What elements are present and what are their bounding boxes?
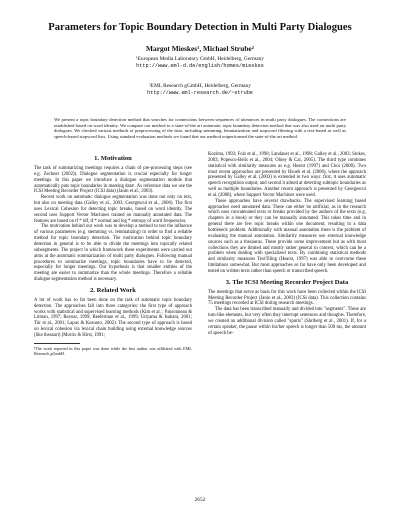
paragraph: These approaches have several drawbacks. The supervised learning based approaches need annotated data. These can either be artificial, as in the research which uses concatenated texts or breaks provided by the authors of the texts (e.g. chapters in a book) or they can be manually annotated. This takes time and in general there are few topic breaks within one document, resulting in a data bottleneck problem. Additionally with manual annotation there is the problem of evaluating the manual annotation. Similarity measures use external knowledge sources such as a thesaurus. These provide some improvement but as with most collections they are limited and mostly rather general in context, which can be a problem when dealing with specialized texts. By combining statistical methods and similarity measures TextTiling (Hearst, 1997) was able to overcome these limitations somewhat. But most approaches so far have only been developed and tested on written texts rather than speech or transcribed speech. [208,198,366,274]
section-heading-motivation: 1. Motivation [94,155,132,162]
affiliation-1 [0,56,400,70]
page-number: 2652 [194,497,206,503]
paragraph: The data has been transcribed manually and divided into "segments". These are turn-like elements, but very often they interrupt sentences and thoughts. Therefore, we created an additional division called "spurts" (Shriberg et al., 2001). If, for a certain speaker, the pause within his/her speech is longer than 500 ms, the amount of speech be- [208,307,366,336]
paragraph: The task of summarizing meetings requires a chain of pre-processing steps (see e.g. Zechner (2002)). Dialogue segmentation is crucial especially for longer meetings. In this paper we introduce a dialogue segmentation module that automatically puts topic boundaries in meeting data¹. As reference data we use the ICSI Meeting Recorder Project (ICSI data) (Janin et al., 2003). [34,166,192,195]
paragraph: The meetings that serve as basis for this work have been collected within the ICSI Meeting Recorder Project (Janin et al., 2003) (ICSI data). This collection contains 75 meetings recorded at ICSI during research meetings. [208,289,366,307]
paper-authors: Margot Mieskes¹, Michael Strube² [146,44,254,53]
paragraph: A lot of work has so far been done on the task of automatic topic boundary detection. The approaches fall into three categories: the first type of approach works with statistical and supervised learning methods (Kim et al. ; Passonneau & Litman, 1997; Reynar, 1999; Beeferman et al., 1999; Utiyama & Isahara, 2001; Tür et al., 2001; Lapus & Kusuoto, 2002). The second type of approach is based on lexical cohesion via lexical chain building using external knowledge sources (like thesauri) (Morris & Hirst, 1991; [34,297,192,338]
abstract: We present a topic boundary detection method that searches for connections between sequences of utterances in multi party dialogues. The connections are established based on word identity. We compare our method to a state-of-the art automatic topic boundary detection method that was also used on multi party dialogues. We checked various methods of preprocessing of the data, including stemming, lemmatization and stopword filtering with a text-based as well as speech-based stopword lists. Using standard evaluation methods we found that our method outperformed the state-of-the art method. [54,117,346,139]
footnote: ¹The work reported in this paper was done while the first author was affiliated with EML Research gGmbH. [34,345,192,356]
paragraph: Kozima, 1993; Folz et al., 1998; Landauer et al., 1998; Galley et al., 2003; Stokes, 2003; Popescu-Belis et al., 2004; Olney & Cai, 2005). The third type combines statistical with similarity measures as e.g. Hearst (1997) and Choi (2000). Two most recent approaches are presented by Hsueh et al. (2006), where the approach presented by Galley et al. (2003) is extended in two ways: first, it uses automatic speech recognition output, and second it aimed at detecting subtopic boundaries as well as multiple boundaries. Another recent approach is presented by Georgescul et al. (2008), where Support Vector Machines were used. [208,152,366,198]
paper-title: Parameters for Topic Boundary Detection in Multi Party Dialogues [48,22,352,33]
paragraph: The motivation behind our work was to develop a method to test the influence of various parameters (e.g. stemming vs. lemmatizing) in order to find a reliable method for topic boundary detection. The motivation behind topic boundary detection in general is to be able to divide the meetings into topically related subsegments. The project in which framework these experiments were carried out aims at the automatic summarization of multi party dialogues. Following manual procedures to summarize meetings, topic boundaries have to be detected, especially for longer meetings. Our hypothesis is that smaller entities of the meeting are easier to summarize than the whole meetings. Therefore a reliable dialogue segmentation method is necessary. [34,224,192,283]
affiliation-2 [0,83,400,97]
right-column [208,152,366,336]
footnote-divider [34,343,80,344]
section-heading-related-work: 2. Related Work [90,286,136,294]
affiliation-2-name: ²EML Research gGmbH, Heidelberg, Germany [149,83,251,89]
paragraph: Recent work on automatic dialogue segmentation was done not only on text, but also on meeting data (Galley et al., 2003; Georgescul et al., 2006). The first uses Lexical Cohesion for detecting topic breaks, based on word identity. The second uses Support Vector Machines trained on manually annotated data. The features are based on tf * idf, tf * normal and log * entropy of word frequencies. [34,195,192,224]
affiliation-1-url: http://www.eml-d.de/english/homes/mieskes [136,63,264,69]
section-heading-icsi-data: 3. The ICSI Meeting Recorder Project Data [225,278,349,286]
left-column [34,154,192,356]
affiliation-1-name: ¹European Media Laboratory GmbH, Heidelberg, Germany [135,56,264,62]
affiliation-2-url: http://www.eml-research.de/~strube [147,90,253,96]
